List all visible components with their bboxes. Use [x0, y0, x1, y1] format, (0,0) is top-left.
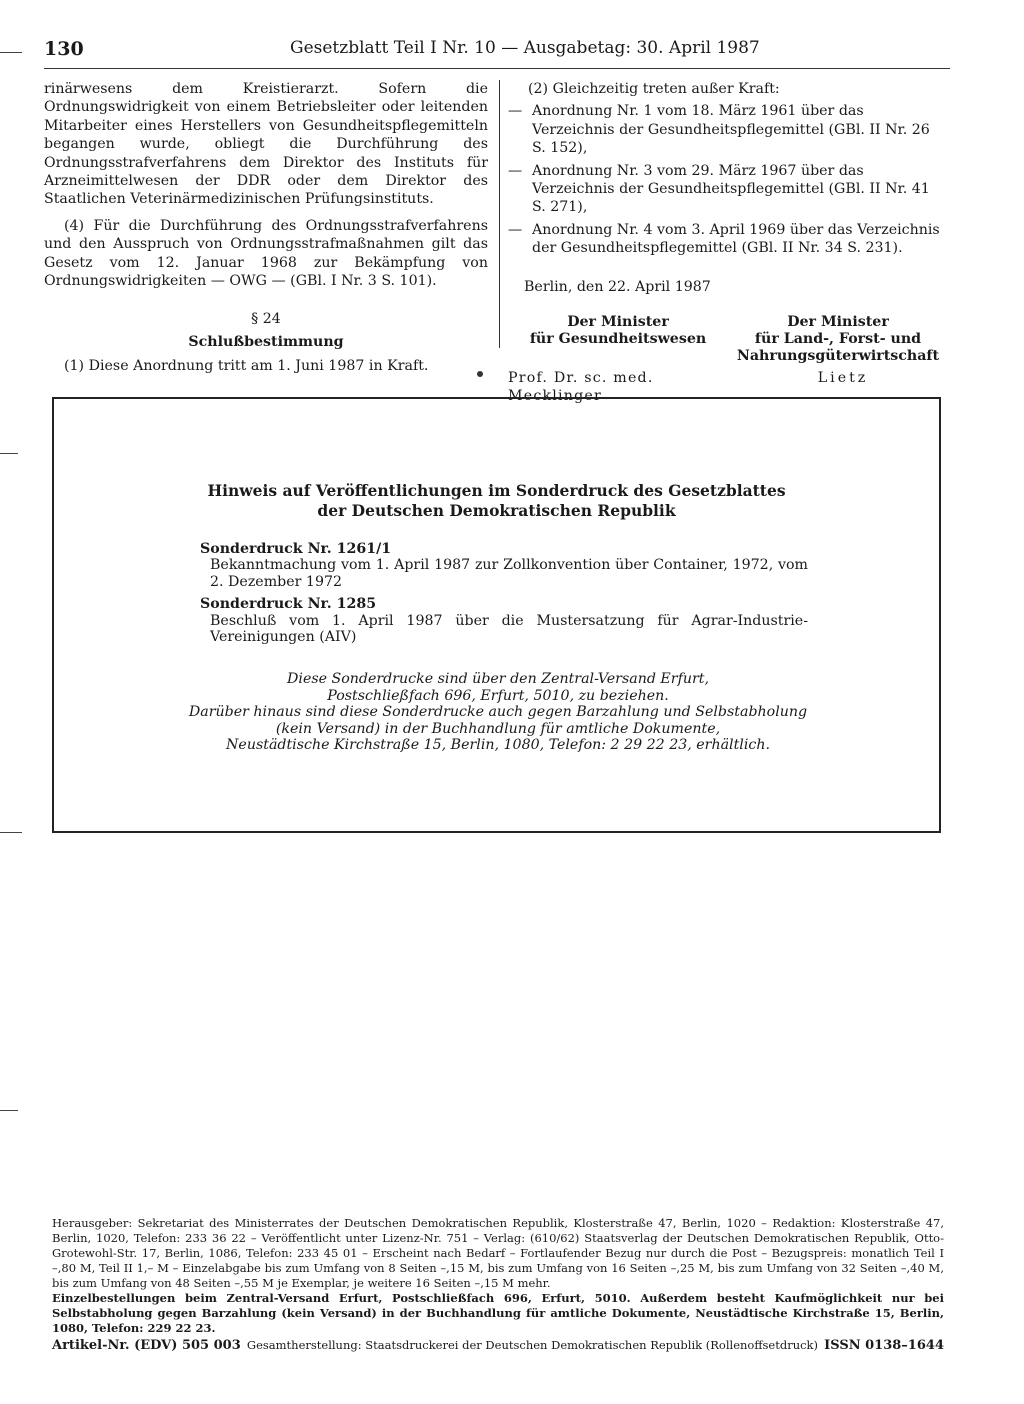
signatory-name-lietz: Lietz — [817, 370, 869, 387]
signatory-health — [508, 314, 728, 365]
section-number: § 24 — [251, 311, 281, 328]
repealed-item — [508, 221, 948, 258]
page-number: 130 — [44, 38, 84, 60]
ordering-info-line: Postschließfach 696, Erfurt, 5010, zu beziehen. — [327, 687, 669, 704]
sonderdruck-description: Beschluß vom 1. April 1987 über die Mustersatzung für Agrar-Industrie-Vereinigungen (AIV) — [210, 612, 808, 646]
ordering-info-line: (kein Versand) in der Buchhandlung für amtliche Dokumente, — [275, 720, 721, 737]
paragraph-4: (4) Für die Durchführung des Ordnungsstrafverfahrens und den Ausspruch von Ordnungsstrafmaßnahmen gilt das Gesetz vom 12. Januar 1968 zur Bekämpfung von Ordnungswidrigkeiten — OWG — (GBl. I Nr. 3 S. 101). — [44, 217, 488, 290]
ink-dot — [477, 371, 483, 377]
repealed-item — [508, 162, 948, 217]
sonderdruck-heading: Sonderdruck Nr. 1261/1 — [200, 541, 392, 557]
repealed-item-text: Anordnung Nr. 4 vom 3. April 1969 über das Verzeichnis der Gesundheitspflegemittel (GBl. II Nr. 34 S. 231). — [532, 221, 940, 257]
column-divider — [499, 80, 500, 348]
signatory-title: Der Minister — [787, 314, 889, 331]
repealed-item-text: Anordnung Nr. 1 vom 18. März 1961 über das Verzeichnis der Gesundheitspflegemittel (GBl. II Nr. 26 S. 152), — [532, 103, 930, 157]
issn: ISSN 0138–1644 — [824, 1338, 944, 1353]
header-rule — [44, 68, 950, 69]
notice-title — [54, 481, 939, 521]
ordering-info-line: Diese Sonderdrucke sind über den Zentral-Versand Erfurt, — [287, 671, 709, 687]
printer-info: Gesamtherstellung: Staatsdruckerei der Deutschen Demokratischen Republik (Rollenoffsetdruck) — [246, 1338, 818, 1352]
scan-margin-mark — [0, 453, 18, 454]
scan-margin-mark — [0, 52, 22, 53]
scan-margin-mark — [0, 832, 22, 833]
dash-bullet: — — [508, 221, 523, 238]
left-column — [44, 80, 488, 376]
signatory-name-mecklinger: Prof. Dr. sc. med. Mecklinger — [508, 370, 654, 405]
sonderdruck-item — [200, 541, 808, 590]
imprint — [52, 1216, 944, 1353]
date-line: Berlin, den 22. April 1987 — [524, 278, 711, 295]
signatory-title: Nahrungsgüterwirtschaft — [736, 348, 940, 365]
repealed-item-text: Anordnung Nr. 3 vom 29. März 1967 über das Verzeichnis der Gesundheitspflegemittel (GBl. II Nr. 41 S. 271), — [532, 162, 930, 216]
signatory-agriculture — [728, 314, 948, 365]
imprint-footer-line — [52, 1338, 944, 1353]
signatory-title: Der Minister — [567, 314, 669, 331]
sonderdruck-list — [200, 541, 808, 645]
ordering-info-line: Neustädtische Kirchstraße 15, Berlin, 1080, Telefon: 2 29 22 23, erhältlich. — [226, 737, 770, 753]
imprint-ordering-info: Einzelbestellungen beim Zentral-Versand Erfurt, Postschließfach 696, Erfurt, 5010. Außerdem besteht Kaufmöglichkeit nur bei Selbstabholung gegen Barzahlung (kein Versand) in der Buchhandlung für amtliche Dokumente, Neustädtische Kirchstraße 15, Berlin, 1080, Telefon: 229 22 23. — [52, 1291, 944, 1335]
signatory-titles — [508, 314, 948, 365]
sonderdruck-heading: Sonderdruck Nr. 1285 — [200, 596, 377, 613]
notice-title-line: Hinweis auf Veröffentlichungen im Sonderdruck des Gesetzblattes — [207, 481, 786, 500]
dash-bullet: — — [508, 103, 523, 120]
section-title: Schlußbestimmung — [188, 333, 344, 350]
paragraph-kreistierarzt: rinärwesens dem Kreistierarzt. Sofern die Ordnungswidrigkeit von einem Betriebsleiter oder leitenden Mitarbeiter eines Herstellers von Gesundheitspflegemitteln begangen wurde, obliegt die Durchführung des Ordnungsstrafverfahrens dem Direktor des Instituts für Arzneimittelwesen der DDR oder dem Direktor des Staatlichen Veterinärmedizinischen Prüfungsinstituts. — [44, 81, 488, 208]
sonderdruck-item — [200, 596, 808, 645]
notice-title-line: der Deutschen Demokratischen Republik — [317, 501, 676, 520]
scan-margin-mark — [0, 1110, 18, 1111]
dash-bullet: — — [508, 162, 523, 179]
repealed-item — [508, 102, 948, 157]
article-number: Artikel-Nr. (EDV) 505 003 — [52, 1338, 241, 1353]
signatory-title: für Gesundheitswesen — [529, 331, 707, 348]
sonderdruck-description: Bekanntmachung vom 1. April 1987 zur Zollkonvention über Container, 1972, vom 2. Dezember 1972 — [210, 557, 808, 590]
paragraph-2-ausserkraft: (2) Gleichzeitig treten außer Kraft: — [528, 81, 780, 97]
imprint-publisher-info: Herausgeber: Sekretariat des Ministerrates der Deutschen Demokratischen Republik, Klosterstraße 47, Berlin, 1020 – Redaktion: Klosterstraße 47, Berlin, 1020, Telefon: 233 36 22 – Veröffentlicht unter Lizenz-Nr. 751 – Verlag: (610/62) Staatsverlag der Deutschen Demokratischen Republik, Otto-Grotewohl-Str. 17, Berlin, 1086, Telefon: 233 45 01 – Erscheint nach Bedarf – Fortlaufender Bezug nur durch die Post – Bezugspreis: monatlich Teil I –,80 M, Teil II 1,– M – Einzelabgabe bis zum Umfang von 8 Seiten –,15 M, bis zum Umfang von 16 Seiten –,25 M, bis zum Umfang von 32 Seiten –,40 M, bis zum Umfang von 48 Seiten –,55 M je Exemplar, je weitere 16 Seiten –,15 M mehr. — [52, 1216, 944, 1290]
ordering-info-line: Darüber hinaus sind diese Sonderdrucke auch gegen Barzahlung und Selbstabholung — [188, 704, 808, 720]
notice-box — [52, 397, 941, 833]
paragraph-1-inkrafttreten: (1) Diese Anordnung tritt am 1. Juni 1987 in Kraft. — [64, 358, 429, 375]
right-column — [508, 80, 948, 406]
running-title: Gesetzblatt Teil I Nr. 10 — Ausgabetag: 30. April 1987 — [290, 38, 760, 58]
signatory-title: für Land-, Forst- und — [754, 331, 922, 348]
ordering-info — [154, 671, 842, 754]
